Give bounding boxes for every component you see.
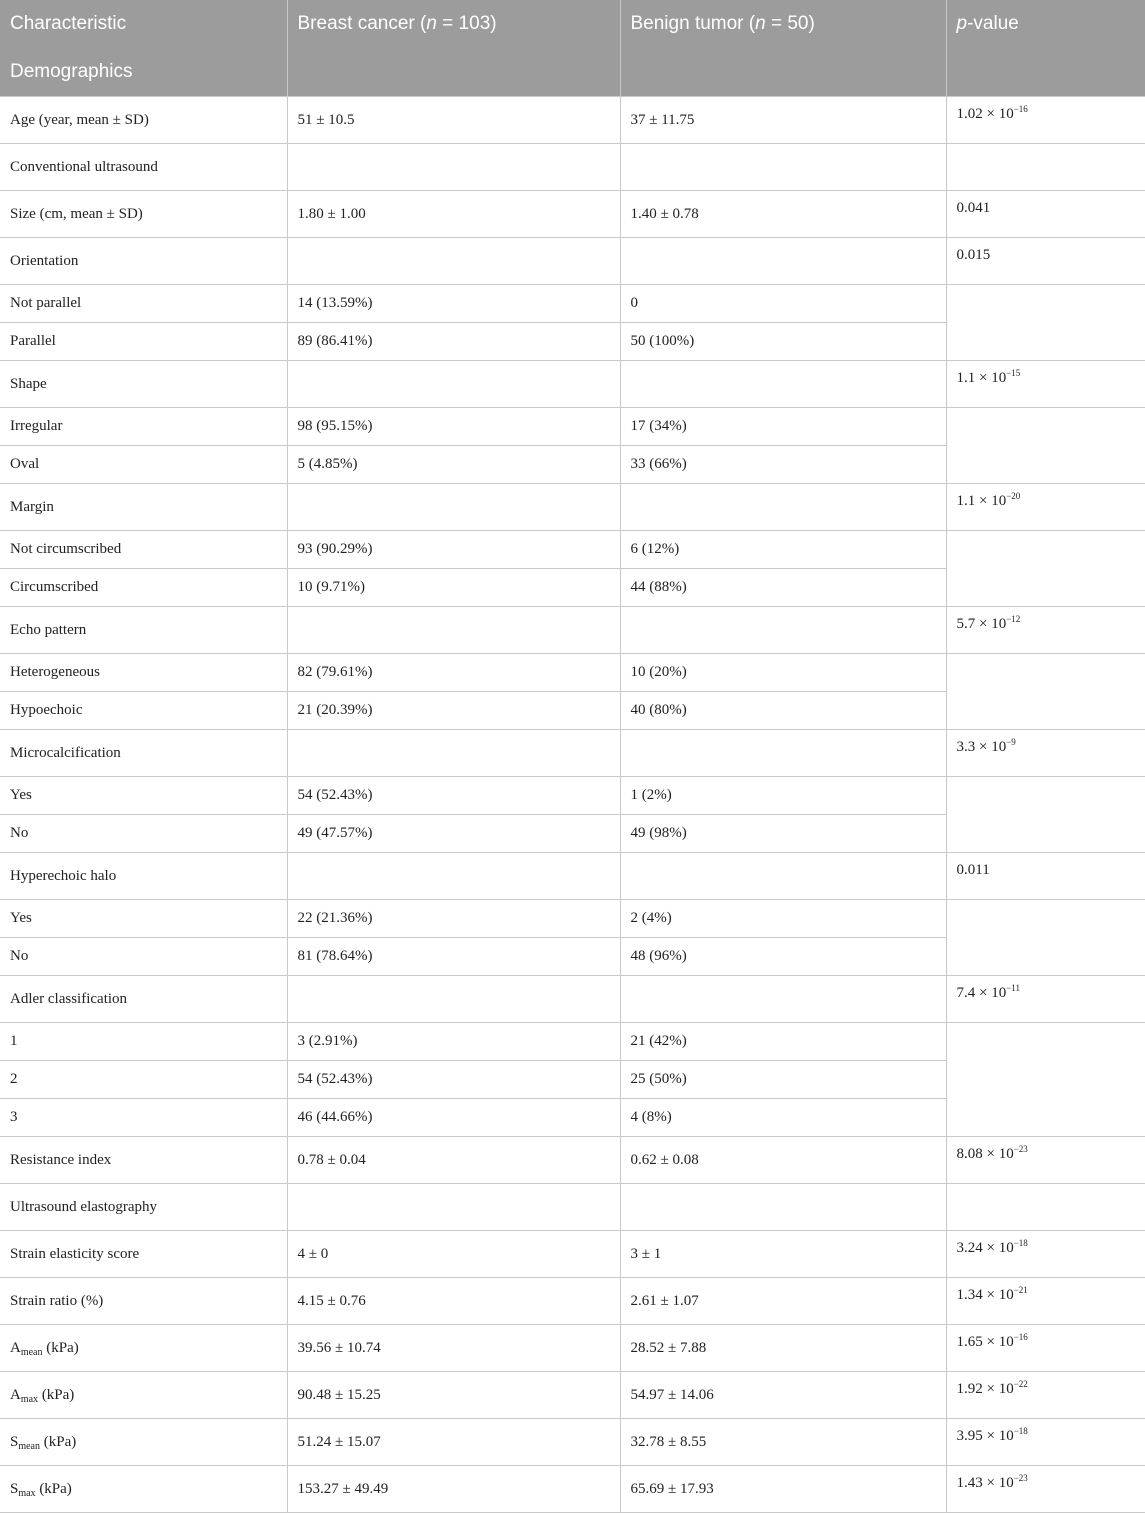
- p-value: $1.02 \times 10^{-16}$: [946, 97, 1145, 144]
- breast-cancer-value: [287, 976, 620, 1023]
- benign-tumor-value: 50 (100%): [620, 323, 946, 361]
- benign-tumor-value: 21 (42%): [620, 1023, 946, 1061]
- row-label: Microcalcification: [0, 730, 287, 777]
- row-label: $S_{max}$ (kPa): [0, 1466, 287, 1513]
- table-row: [0, 97, 1145, 144]
- p-value: $3.3 \times 10^{-9}$: [946, 730, 1145, 777]
- p-value: $1.1 \times 10^{-15}$: [946, 361, 1145, 408]
- table-row: [0, 777, 1145, 815]
- benign-tumor-value: 33 (66%): [620, 446, 946, 484]
- row-label: Size (cm, mean ± SD): [0, 191, 287, 238]
- benign-tumor-value: 28.52 ± 7.88: [620, 1325, 946, 1372]
- p-value: [946, 900, 1145, 976]
- header-characteristic: Characteristic: [0, 0, 287, 48]
- breast-cancer-value: 51.24 ± 15.07: [287, 1419, 620, 1466]
- p-value: [946, 1184, 1145, 1231]
- row-label: 3: [0, 1099, 287, 1137]
- benign-tumor-value: 10 (20%): [620, 654, 946, 692]
- row-label: Margin: [0, 484, 287, 531]
- benign-tumor-value: 44 (88%): [620, 569, 946, 607]
- row-label: Conventional ultrasound: [0, 144, 287, 191]
- section-demographics: Demographics: [0, 48, 287, 97]
- p-value: $1.65 \times 10^{-16}$: [946, 1325, 1145, 1372]
- row-label: Echo pattern: [0, 607, 287, 654]
- row-label: $S_{mean}$ (kPa): [0, 1419, 287, 1466]
- table-row: [0, 1184, 1145, 1231]
- table-row: [0, 484, 1145, 531]
- row-label: $A_{max}$ (kPa): [0, 1372, 287, 1419]
- benign-tumor-value: 49 (98%): [620, 815, 946, 853]
- breast-cancer-value: [287, 238, 620, 285]
- table-row: [0, 361, 1145, 408]
- benign-tumor-value: 1 (2%): [620, 777, 946, 815]
- row-label: 1: [0, 1023, 287, 1061]
- benign-tumor-value: 65.69 ± 17.93: [620, 1466, 946, 1513]
- breast-cancer-value: [287, 730, 620, 777]
- breast-cancer-value: 90.48 ± 15.25: [287, 1372, 620, 1419]
- p-value: [946, 654, 1145, 730]
- breast-cancer-value: [287, 144, 620, 191]
- table-body: [0, 97, 1145, 1513]
- row-label: Irregular: [0, 408, 287, 446]
- row-label: Parallel: [0, 323, 287, 361]
- benign-tumor-value: 37 ± 11.75: [620, 97, 946, 144]
- table-row: [0, 900, 1145, 938]
- benign-tumor-value: 48 (96%): [620, 938, 946, 976]
- benign-tumor-value: [620, 361, 946, 408]
- section-row: [0, 48, 1145, 97]
- breast-cancer-value: 0.78 ± 0.04: [287, 1137, 620, 1184]
- breast-cancer-value: 39.56 ± 10.74: [287, 1325, 620, 1372]
- breast-cancer-value: 153.27 ± 49.49: [287, 1466, 620, 1513]
- p-value: $5.7 \times 10^{-12}$: [946, 607, 1145, 654]
- benign-tumor-value: [620, 1184, 946, 1231]
- row-label: Adler classification: [0, 976, 287, 1023]
- benign-tumor-value: [620, 238, 946, 285]
- row-label: Resistance index: [0, 1137, 287, 1184]
- benign-tumor-value: [620, 976, 946, 1023]
- row-label: Strain elasticity score: [0, 1231, 287, 1278]
- table-row: [0, 531, 1145, 569]
- row-label: Ultrasound elastography: [0, 1184, 287, 1231]
- table-row: [0, 1466, 1145, 1513]
- row-label: Not circumscribed: [0, 531, 287, 569]
- p-value: 0.041: [946, 191, 1145, 238]
- table-row: [0, 238, 1145, 285]
- row-label: Oval: [0, 446, 287, 484]
- benign-tumor-value: 40 (80%): [620, 692, 946, 730]
- p-value: $1.92 \times 10^{-22}$: [946, 1372, 1145, 1419]
- benign-tumor-value: [620, 144, 946, 191]
- benign-tumor-value: 2.61 ± 1.07: [620, 1278, 946, 1325]
- table-row: [0, 730, 1145, 777]
- row-label: Not parallel: [0, 285, 287, 323]
- table-row: [0, 1231, 1145, 1278]
- row-label: Hyperechoic halo: [0, 853, 287, 900]
- breast-cancer-value: 54 (52.43%): [287, 777, 620, 815]
- section-empty-cell: [946, 48, 1145, 97]
- benign-tumor-value: 32.78 ± 8.55: [620, 1419, 946, 1466]
- table-row: [0, 1278, 1145, 1325]
- breast-cancer-value: 82 (79.61%): [287, 654, 620, 692]
- p-value: [946, 1023, 1145, 1137]
- header-breast-cancer: Breast cancer (n = 103): [287, 0, 620, 48]
- table-row: [0, 285, 1145, 323]
- benign-tumor-value: 17 (34%): [620, 408, 946, 446]
- breast-cancer-value: 21 (20.39%): [287, 692, 620, 730]
- benign-tumor-value: 54.97 ± 14.06: [620, 1372, 946, 1419]
- benign-tumor-value: 4 (8%): [620, 1099, 946, 1137]
- header-benign-tumor: Benign tumor (n = 50): [620, 0, 946, 48]
- table-row: [0, 191, 1145, 238]
- row-label: Circumscribed: [0, 569, 287, 607]
- breast-cancer-value: 14 (13.59%): [287, 285, 620, 323]
- breast-cancer-value: 4.15 ± 0.76: [287, 1278, 620, 1325]
- p-value: $7.4 \times 10^{-11}$: [946, 976, 1145, 1023]
- p-value: [946, 777, 1145, 853]
- benign-tumor-value: 1.40 ± 0.78: [620, 191, 946, 238]
- breast-cancer-value: 1.80 ± 1.00: [287, 191, 620, 238]
- p-value: [946, 408, 1145, 484]
- row-label: No: [0, 938, 287, 976]
- p-value: $3.95 \times 10^{-18}$: [946, 1419, 1145, 1466]
- p-value: [946, 531, 1145, 607]
- row-label: Age (year, mean ± SD): [0, 97, 287, 144]
- p-value: 0.015: [946, 238, 1145, 285]
- table-row: [0, 607, 1145, 654]
- benign-tumor-value: 0: [620, 285, 946, 323]
- breast-cancer-value: 89 (86.41%): [287, 323, 620, 361]
- table-row: [0, 853, 1145, 900]
- benign-tumor-value: 25 (50%): [620, 1061, 946, 1099]
- benign-tumor-value: 2 (4%): [620, 900, 946, 938]
- breast-cancer-value: 10 (9.71%): [287, 569, 620, 607]
- p-value: 0.011: [946, 853, 1145, 900]
- row-label: Yes: [0, 900, 287, 938]
- benign-tumor-value: [620, 484, 946, 531]
- p-value: $8.08 \times 10^{-23}$: [946, 1137, 1145, 1184]
- table-row: [0, 408, 1145, 446]
- breast-cancer-value: 49 (47.57%): [287, 815, 620, 853]
- breast-cancer-value: 5 (4.85%): [287, 446, 620, 484]
- breast-cancer-value: 54 (52.43%): [287, 1061, 620, 1099]
- breast-cancer-value: [287, 607, 620, 654]
- breast-cancer-value: 4 ± 0: [287, 1231, 620, 1278]
- p-value: $1.43 \times 10^{-23}$: [946, 1466, 1145, 1513]
- header-p-value: p-value: [946, 0, 1145, 48]
- table-row: [0, 976, 1145, 1023]
- breast-cancer-value: 98 (95.15%): [287, 408, 620, 446]
- breast-cancer-value: 93 (90.29%): [287, 531, 620, 569]
- p-value: [946, 144, 1145, 191]
- row-label: Hypoechoic: [0, 692, 287, 730]
- table-row: [0, 1372, 1145, 1419]
- table-row: [0, 1325, 1145, 1372]
- table-row: [0, 1023, 1145, 1061]
- benign-tumor-value: [620, 853, 946, 900]
- benign-tumor-value: [620, 730, 946, 777]
- p-value: $3.24 \times 10^{-18}$: [946, 1231, 1145, 1278]
- row-label: No: [0, 815, 287, 853]
- benign-tumor-value: 6 (12%): [620, 531, 946, 569]
- breast-cancer-value: [287, 361, 620, 408]
- table-row: [0, 144, 1145, 191]
- breast-cancer-value: 3 (2.91%): [287, 1023, 620, 1061]
- p-value: $1.1 \times 10^{-20}$: [946, 484, 1145, 531]
- p-value: $1.34 \times 10^{-21}$: [946, 1278, 1145, 1325]
- header-row: [0, 0, 1145, 48]
- section-empty-cell: [620, 48, 946, 97]
- table-row: [0, 1137, 1145, 1184]
- row-label: $A_{mean}$ (kPa): [0, 1325, 287, 1372]
- section-empty-cell: [287, 48, 620, 97]
- breast-cancer-value: [287, 853, 620, 900]
- benign-tumor-value: 3 ± 1: [620, 1231, 946, 1278]
- row-label: Orientation: [0, 238, 287, 285]
- table-row: [0, 654, 1145, 692]
- row-label: Strain ratio (%): [0, 1278, 287, 1325]
- breast-cancer-value: 51 ± 10.5: [287, 97, 620, 144]
- breast-cancer-value: [287, 1184, 620, 1231]
- table-row: [0, 1419, 1145, 1466]
- benign-tumor-value: [620, 607, 946, 654]
- breast-cancer-value: 81 (78.64%): [287, 938, 620, 976]
- row-label: Heterogeneous: [0, 654, 287, 692]
- table-header: [0, 0, 1145, 97]
- p-value: [946, 285, 1145, 361]
- breast-cancer-value: [287, 484, 620, 531]
- breast-cancer-value: 22 (21.36%): [287, 900, 620, 938]
- row-label: Yes: [0, 777, 287, 815]
- benign-tumor-value: 0.62 ± 0.08: [620, 1137, 946, 1184]
- row-label: Shape: [0, 361, 287, 408]
- breast-cancer-value: 46 (44.66%): [287, 1099, 620, 1137]
- row-label: 2: [0, 1061, 287, 1099]
